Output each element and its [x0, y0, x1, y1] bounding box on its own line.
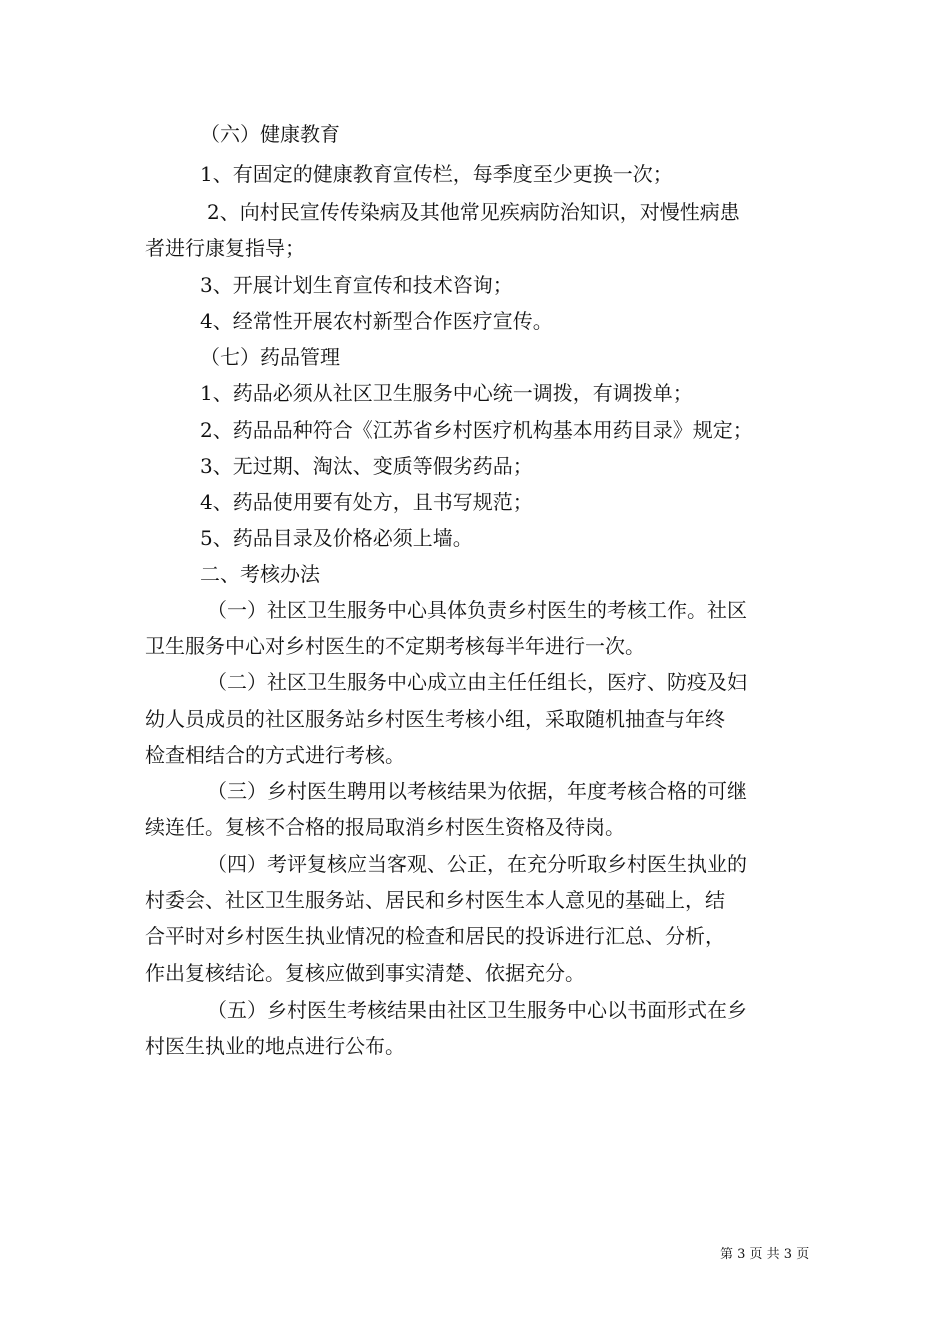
paragraph-line: 卫生服务中心对乡村医生的不定期考核每半年进行一次。 — [145, 634, 645, 658]
paragraph-line: 村医生执业的地点进行公布。 — [145, 1034, 405, 1058]
part-2-heading: 二、考核办法 — [200, 562, 320, 586]
paragraph-line: （一）社区卫生服务中心具体负责乡村医生的考核工作。社区 — [207, 598, 747, 622]
list-item: 4、药品使用要有处方，且书写规范； — [200, 490, 533, 514]
list-item: 1、药品必须从社区卫生服务中心统一调拨，有调拨单； — [200, 381, 693, 405]
paragraph-line: 续连任。复核不合格的报局取消乡村医生资格及待岗。 — [145, 815, 625, 839]
paragraph-line: （三）乡村医生聘用以考核结果为依据，年度考核合格的可继 — [207, 779, 747, 803]
section-7-heading: （七）药品管理 — [200, 345, 340, 369]
list-item: 4、经常性开展农村新型合作医疗宣传。 — [200, 309, 553, 333]
paragraph-line: 幼人员成员的社区服务站乡村医生考核小组，采取随机抽查与年终 — [145, 707, 725, 731]
list-item-continuation: 者进行康复指导； — [145, 236, 305, 260]
page-number-footer: 第 3 页 共 3 页 — [720, 1247, 810, 1262]
list-item: 5、药品目录及价格必须上墙。 — [200, 526, 473, 550]
paragraph-line: 检查相结合的方式进行考核。 — [145, 743, 405, 767]
paragraph-line: （二）社区卫生服务中心成立由主任任组长，医疗、防疫及妇 — [207, 670, 747, 694]
paragraph-line: （五）乡村医生考核结果由社区卫生服务中心以书面形式在乡 — [207, 998, 747, 1022]
paragraph-line: 合平时对乡村医生执业情况的检查和居民的投诉进行汇总、分析， — [145, 924, 725, 948]
list-item: 2、药品品种符合《江苏省乡村医疗机构基本用药目录》规定； — [200, 418, 753, 442]
paragraph-line: 村委会、社区卫生服务站、居民和乡村医生本人意见的基础上，结 — [145, 888, 725, 912]
list-item: 2、向村民宣传传染病及其他常见疾病防治知识，对慢性病患 — [207, 200, 740, 224]
list-item: 3、开展计划生育宣传和技术咨询； — [200, 273, 513, 297]
paragraph-line: （四）考评复核应当客观、公正，在充分听取乡村医生执业的 — [207, 852, 747, 876]
section-6-heading: （六）健康教育 — [200, 122, 340, 146]
paragraph-line: 作出复核结论。复核应做到事实清楚、依据充分。 — [145, 961, 585, 985]
list-item: 1、有固定的健康教育宣传栏，每季度至少更换一次； — [200, 162, 673, 186]
list-item: 3、无过期、淘汰、变质等假劣药品； — [200, 454, 533, 478]
